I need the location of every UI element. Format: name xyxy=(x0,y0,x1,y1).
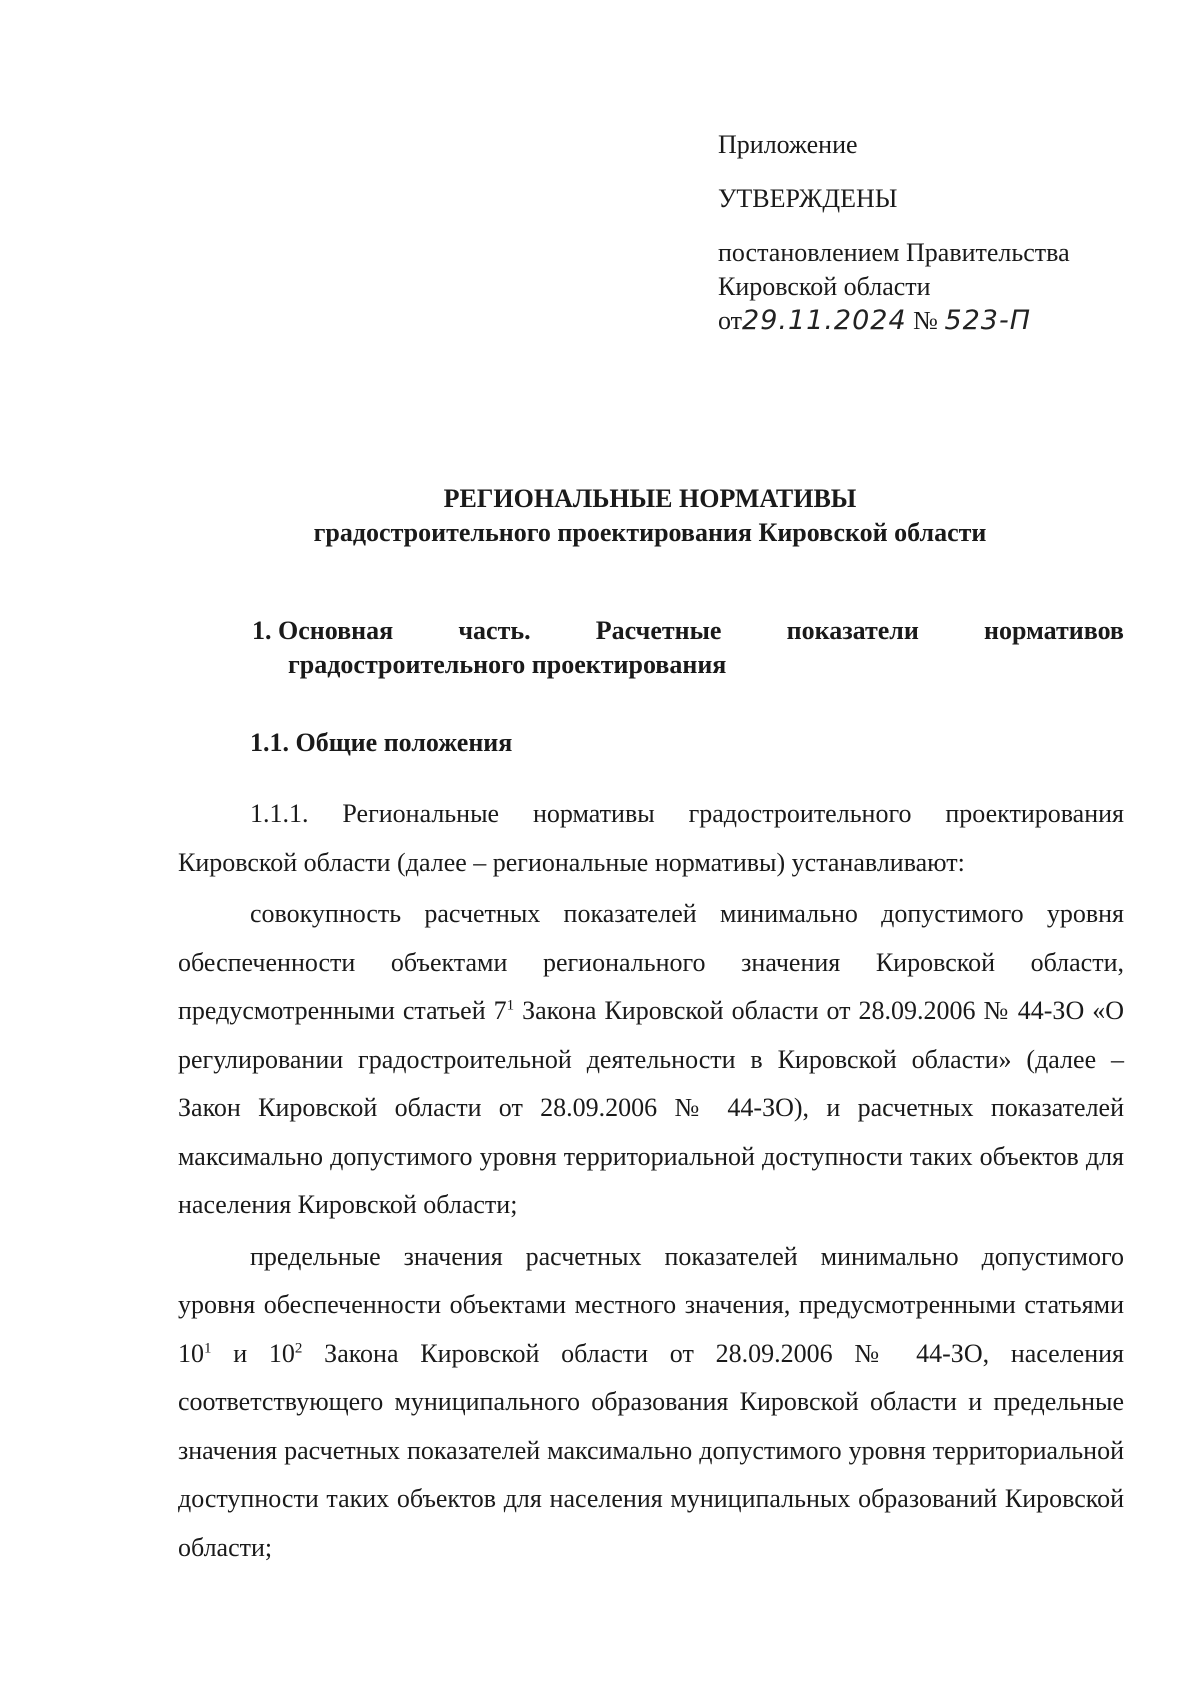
paragraph-2-superscript: 1 xyxy=(506,997,515,1014)
title-line-2: градостроительного проектирования Кировской области xyxy=(313,518,987,547)
decree-date-line xyxy=(718,304,1138,338)
paragraph-3-part-b: Закона Кировской области от 28.09.2006 № 44-ЗО, населения соответствующего муниципального образования Кировской области и предельные значения расчетных показателей максимально допустимого уровня территориальной доступности таких объектов для населения муниципальных образований Кировской области; xyxy=(178,1338,1124,1562)
section-word-1: Основная xyxy=(278,616,394,645)
body-text xyxy=(178,790,1124,1575)
paragraph-2-part-a: совокупность расчетных показателей минимально допустимого уровня обеспеченности объектами регионального значения Кировской области, предусмотренными статьей 7 xyxy=(178,899,1124,1025)
handwritten-number: 523-П xyxy=(944,305,1032,336)
decree-line-1: постановлением Правительства xyxy=(718,238,1070,267)
paragraph-2-part-b: Закона Кировской области от 28.09.2006 № 44-ЗО «О регулировании градостроительной деятельности в Кировской области» (далее – Закон Кировской области от 28.09.2006 № 44-ЗО), и расчетных показателей максимально допустимого уровня территориальной доступности таких объектов для населения Кировской области; xyxy=(178,996,1124,1219)
paragraph-2 xyxy=(178,890,1124,1230)
number-sign: № xyxy=(913,306,938,335)
approved-label: УТВЕРЖДЕНЫ xyxy=(718,184,898,213)
paragraph-3-part-a: предельные значения расчетных показателей минимально допустимого уровня обеспеченности объектами местного значения, предусмотренными статьями 10 xyxy=(178,1241,1124,1368)
section-number: 1. xyxy=(252,616,272,645)
appendix-label: Приложение xyxy=(718,130,858,159)
section-heading-row-2: градостроительного проектирования xyxy=(288,650,727,679)
section-word-3: Расчетные xyxy=(595,616,722,645)
section-word-2: часть. xyxy=(458,616,531,645)
decree-line-2: Кировской области xyxy=(718,272,931,301)
paragraph-3-part-mid: и 10 xyxy=(211,1338,295,1368)
paragraph-3-superscript-2: 2 xyxy=(294,1339,303,1356)
section-heading-row-1 xyxy=(252,614,1124,648)
handwritten-date: 29.11.2024 xyxy=(742,305,907,336)
document-title xyxy=(150,482,1150,550)
section-heading xyxy=(252,614,1124,682)
paragraph-1: 1.1.1. Региональные нормативы градостроительного проектирования Кировской области (далее – региональные нормативы) устанавливают: xyxy=(178,799,1124,877)
paragraph-3-superscript-1: 1 xyxy=(204,1339,212,1356)
section-number-and-word xyxy=(252,614,393,648)
title-line-1: РЕГИОНАЛЬНЫЕ НОРМАТИВЫ xyxy=(443,484,857,513)
paragraph-3 xyxy=(178,1233,1124,1573)
date-prefix: от xyxy=(718,306,743,335)
subsection-title: 1.1. Общие положения xyxy=(250,728,513,757)
section-word-5: нормативов xyxy=(984,616,1124,645)
approval-block xyxy=(718,128,1138,338)
section-word-4: показатели xyxy=(786,616,919,645)
